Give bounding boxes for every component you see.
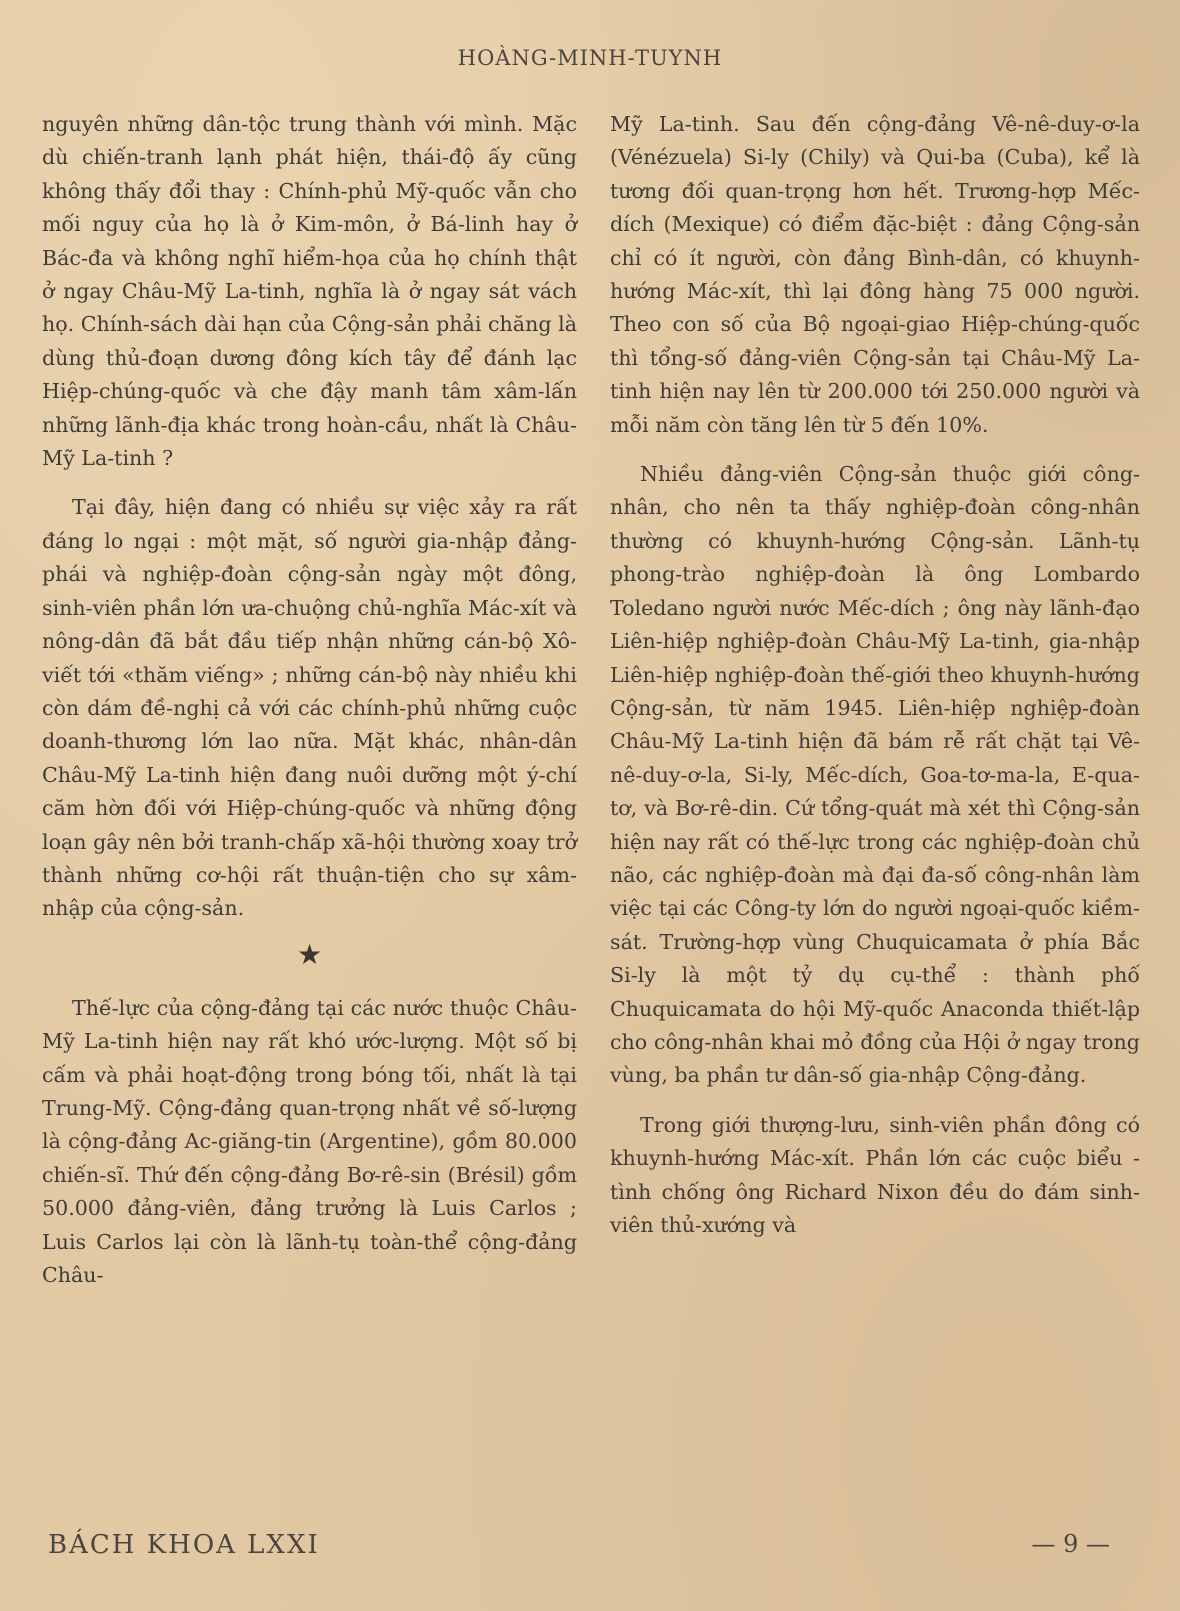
page-number: — 9 —: [1031, 1530, 1110, 1558]
right-column: [610, 108, 1140, 1242]
right-paragraph-3: Trong giới thượng-lưu, sinh-viên phần đông có khuynh-hướng Mác-xít. Phần lớn các cuộc biểu - tình chống ông Richard Nixon đều do đám sinh-viên thủ-xướng và: [610, 1112, 1140, 1237]
running-head: HOÀNG-MINH-TUYNH: [457, 46, 723, 70]
left-paragraph-1: nguyên những dân-tộc trung thành với mình. Mặc dù chiến-tranh lạnh phát hiện, thái-độ ấy cũng không thấy đổi thay : Chính-phủ Mỹ-quốc vẫn cho mối nguy của họ là ở Kim-môn, ở Bá-linh hay ở Bác-đa và không nghĩ hiểm-họa của họ chính thật ở ngay Châu-Mỹ La-tinh, nghĩa là ở ngay sát vách họ. Chính-sách dài hạn của Cộng-sản phải chăng là dùng thủ-đoạn dương đông kích tây để đánh lạc Hiệp-chúng-quốc và che đậy manh tâm xâm-lấn những lãnh-địa khác trong hoàn-cầu, nhất là Châu-Mỹ La-tinh ?: [42, 112, 577, 471]
magazine-name: BÁCH KHOA LXXI: [48, 1530, 320, 1560]
right-paragraph-1: Mỹ La-tinh. Sau đến cộng-đảng Vê-nê-duy-ơ-la (Vénézuela) Si-ly (Chily) và Qui-ba (Cuba), kể là tương đối quan-trọng hơn hết. Trương-hợp Mếc-dích (Mexique) có điểm đặc-biệt : đảng Cộng-sản chỉ có ít người, còn đảng Bình-dân, có khuynh-hướng Mác-xít, thì lại đông hàng 75 000 người. Theo con số của Bộ ngoại-giao Hiệp-chúng-quốc thì tổng-số đảng-viên Cộng-sản tại Châu-Mỹ La-tinh hiện nay lên từ 200.000 tới 250.000 người và mỗi năm còn tăng lên từ 5 đến 10%.: [610, 112, 1140, 437]
left-column: [42, 108, 577, 1292]
section-divider-star: ★: [296, 937, 323, 971]
left-paragraph-3: Thế-lực của cộng-đảng tại các nước thuộc Châu-Mỹ La-tinh hiện nay rất khó ước-lượng. Một số bị cấm và phải hoạt-động trong bóng tối, nhất là tại Trung-Mỹ. Cộng-đảng quan-trọng nhất về số-lượng là cộng-đảng Ac-giăng-tin (Argentine), gồm 80.000 chiến-sĩ. Thứ đến cộng-đảng Bơ-rê-sin (Brésil) gồm 50.000 đảng-viên, đảng trưởng là Luis Carlos ; Luis Carlos lại còn là lãnh-tụ toàn-thể cộng-đảng Châu-: [42, 995, 577, 1287]
right-paragraph-2: Nhiều đảng-viên Cộng-sản thuộc giới công-nhân, cho nên ta thấy nghiệp-đoàn công-nhân thường có khuynh-hướng Cộng-sản. Lãnh-tụ phong-trào nghiệp-đoàn là ông Lombardo Toledano người nước Mếc-dích ; ông này lãnh-đạo Liên-hiệp nghiệp-đoàn Châu-Mỹ La-tinh, gia-nhập Liên-hiệp nghiệp-đoàn thế-giới theo khuynh-hướng Cộng-sản, từ năm 1945. Liên-hiệp nghiệp-đoàn Châu-Mỹ La-tinh hiện đã bám rễ rất chặt tại Vê-nê-duy-ơ-la, Si-ly, Mếc-dích, Goa-tơ-ma-la, E-qua-tơ, và Bơ-rê-din. Cứ tổng-quát mà xét thì Cộng-sản hiện nay rất có thế-lực trong các nghiệp-đoàn chủ não, các nghiệp-đoàn mà đại đa-số công-nhân làm việc tại các Công-ty lớn do người ngoại-quốc kiềm-sát. Trường-hợp vùng Chuquicamata ở phía Bắc Si-ly là một tỷ dụ cụ-thể : thành phố Chuquicamata do hội Mỹ-quốc Anaconda thiết-lập cho công-nhân khai mỏ đồng của Hội ở ngay trong vùng, ba phần tư dân-số gia-nhập Cộng-đảng.: [610, 462, 1140, 1088]
left-paragraph-2: Tại đây, hiện đang có nhiều sự việc xảy ra rất đáng lo ngại : một mặt, số người gia-nhập đảng-phái và nghiệp-đoàn cộng-sản ngày một đông, sinh-viên phần lớn ưa-chuộng chủ-nghĩa Mác-xít và nông-dân đã bắt đầu tiếp nhận những cán-bộ Xô-viết tới «thăm viếng» ; những cán-bộ này nhiều khi còn dám đề-nghị cả với các chính-phủ những cuộc doanh-thương lớn lao nữa. Mặt khác, nhân-dân Châu-Mỹ La-tinh hiện đang nuôi dưỡng một ý-chí căm hờn đối với Hiệp-chúng-quốc và những động loạn gây nên bởi tranh-chấp xã-hội thường xoay trở thành những cơ-hội rất thuận-tiện cho sự xâm-nhập của cộng-sản.: [42, 495, 577, 921]
page-footer: [0, 1530, 1180, 1570]
